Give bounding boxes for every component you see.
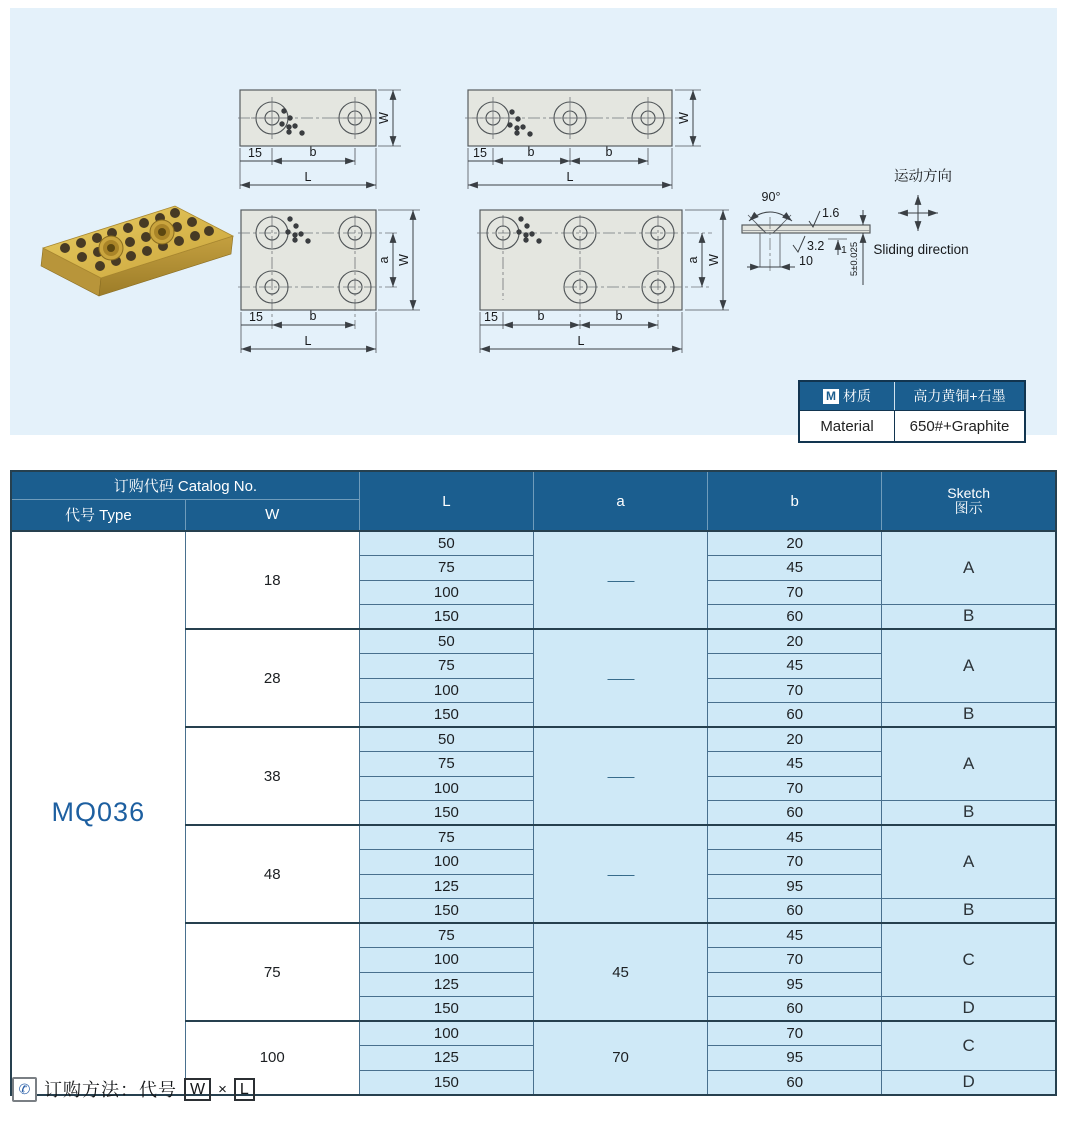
sketch-cell: A	[882, 825, 1056, 898]
screw-hole	[99, 236, 123, 260]
material-header-row	[800, 382, 1024, 410]
col-header-a: a	[533, 471, 707, 531]
b-cell: 60	[708, 898, 882, 923]
a-cell: ——	[533, 825, 707, 923]
catalog-table	[10, 470, 1057, 1096]
dim-label-l: L	[304, 334, 312, 348]
dim-label-edge: 15	[248, 146, 262, 160]
b-cell: 20	[708, 727, 882, 752]
screw-hole	[150, 220, 174, 244]
drawing-2hole-plate	[238, 85, 405, 197]
a-cell: ——	[533, 531, 707, 629]
motion-direction-cn: 运动方向	[894, 169, 952, 185]
col-header-w: W	[185, 499, 359, 531]
catalog-table-body	[11, 531, 1056, 1095]
order-method	[12, 1076, 255, 1102]
dim-label-l: L	[577, 334, 585, 348]
a-cell: ——	[533, 629, 707, 727]
plate-outline	[241, 210, 376, 310]
section-view	[735, 155, 980, 320]
l-cell: 75	[359, 923, 533, 948]
b-cell: 95	[708, 1046, 882, 1070]
a-cell: 45	[533, 923, 707, 1021]
l-cell: 100	[359, 776, 533, 800]
b-cell: 95	[708, 874, 882, 898]
dim-label-a: a	[686, 256, 700, 264]
order-l-box: L	[234, 1078, 255, 1101]
l-cell: 125	[359, 1046, 533, 1070]
sketch-cell: C	[882, 1021, 1056, 1070]
dim-label-w: W	[377, 112, 391, 124]
l-cell: 125	[359, 972, 533, 996]
b-cell: 20	[708, 531, 882, 556]
l-cell: 50	[359, 531, 533, 556]
dim-label-l: L	[304, 170, 312, 184]
roughness-top: 1.6	[822, 206, 840, 220]
table-row	[11, 531, 1056, 556]
a-cell: ——	[533, 727, 707, 825]
l-cell: 100	[359, 580, 533, 604]
a-cell: 70	[533, 1021, 707, 1095]
b-cell: 60	[708, 800, 882, 825]
sketch-cell: B	[882, 604, 1056, 629]
dim-label-edge: 15	[249, 310, 263, 324]
b-cell: 70	[708, 580, 882, 604]
b-cell: 95	[708, 972, 882, 996]
sketch-cell: A	[882, 531, 1056, 604]
b-cell: 45	[708, 752, 882, 776]
drawing-3hole-plate	[465, 85, 705, 197]
diagram-panel	[10, 8, 1057, 435]
b-cell: 45	[708, 825, 882, 850]
catalog-table-header	[11, 471, 1056, 531]
w-cell: 38	[185, 727, 359, 825]
step-dim: 1	[841, 244, 847, 256]
dim-label-l: L	[566, 170, 574, 184]
b-cell: 70	[708, 776, 882, 800]
l-cell: 150	[359, 1070, 533, 1095]
l-cell: 75	[359, 825, 533, 850]
l-cell: 75	[359, 752, 533, 776]
dim-label-b: b	[309, 309, 317, 323]
b-cell: 70	[708, 678, 882, 702]
type-code-cell: MQ036	[11, 531, 185, 1095]
times-sign: ×	[218, 1080, 227, 1098]
b-cell: 20	[708, 629, 882, 654]
dim-label-b: b	[309, 145, 317, 159]
col-header-b: b	[708, 471, 882, 531]
material-label-cn: 材质	[843, 388, 871, 404]
col-header-sketch: Sketch 图示	[882, 471, 1056, 531]
sketch-cell: D	[882, 996, 1056, 1021]
drawing-5hole-plate	[477, 205, 730, 357]
b-cell: 70	[708, 948, 882, 972]
sketch-cell: A	[882, 629, 1056, 702]
sketch-cell: C	[882, 923, 1056, 996]
material-table	[798, 380, 1026, 443]
dim-label-b: b	[527, 145, 535, 159]
material-m-badge: M	[823, 389, 839, 404]
dim-label-a: a	[377, 256, 391, 264]
b-cell: 60	[708, 702, 882, 727]
dim-label-b: b	[615, 309, 623, 323]
sketch-cell: A	[882, 727, 1056, 800]
w-cell: 75	[185, 923, 359, 1021]
b-cell: 45	[708, 654, 882, 678]
plate-outline	[480, 210, 682, 310]
motion-direction-en: Sliding direction	[873, 242, 969, 257]
sketch-cell: B	[882, 702, 1056, 727]
order-w-box: W	[184, 1078, 211, 1101]
material-value-en: 650#+Graphite	[909, 417, 1010, 435]
dim-label-edge: 15	[473, 146, 487, 160]
dim-label-b: b	[605, 145, 613, 159]
dim-label-w: W	[707, 254, 721, 266]
countersink-angle: 90°	[761, 190, 781, 204]
sketch-cell: B	[882, 898, 1056, 923]
l-cell: 150	[359, 898, 533, 923]
col-header-type: 代号 Type	[11, 499, 185, 531]
b-cell: 70	[708, 1021, 882, 1046]
l-cell: 150	[359, 604, 533, 629]
l-cell: 75	[359, 556, 533, 580]
w-cell: 48	[185, 825, 359, 923]
w-cell: 100	[185, 1021, 359, 1095]
l-cell: 75	[359, 654, 533, 678]
w-cell: 28	[185, 629, 359, 727]
product-photo	[25, 190, 245, 320]
svg-defs	[0, 0, 1, 1]
l-cell: 150	[359, 800, 533, 825]
motion-cross-icon	[898, 195, 938, 231]
l-cell: 100	[359, 850, 533, 874]
b-cell: 45	[708, 556, 882, 580]
dim-label-w: W	[677, 112, 691, 124]
material-value-row	[800, 410, 1024, 441]
sketch-cell: D	[882, 1070, 1056, 1095]
l-cell: 50	[359, 629, 533, 654]
phone-icon: ✆	[12, 1077, 37, 1102]
b-cell: 60	[708, 604, 882, 629]
l-cell: 100	[359, 1021, 533, 1046]
l-cell: 100	[359, 948, 533, 972]
drawing-4hole-plate	[238, 205, 428, 357]
roughness-mark	[793, 236, 805, 252]
l-cell: 125	[359, 874, 533, 898]
dim-label-b: b	[537, 309, 545, 323]
b-cell: 60	[708, 996, 882, 1021]
col-header-l: L	[359, 471, 533, 531]
col-header-catalog-no: 订购代码 Catalog No.	[11, 471, 359, 499]
sketch-cell: B	[882, 800, 1056, 825]
l-cell: 50	[359, 727, 533, 752]
countersink-dia: 10	[799, 254, 813, 268]
dim-label-edge: 15	[484, 310, 498, 324]
roughness-bottom: 3.2	[807, 239, 825, 253]
order-method-text: 订购方法：代号	[44, 1080, 177, 1100]
b-cell: 70	[708, 850, 882, 874]
b-cell: 60	[708, 1070, 882, 1095]
thickness-dim: 5±0.025	[849, 241, 860, 277]
b-cell: 45	[708, 923, 882, 948]
w-cell: 18	[185, 531, 359, 629]
l-cell: 150	[359, 996, 533, 1021]
material-label-en: Material	[800, 411, 895, 441]
dim-label-w: W	[397, 254, 411, 266]
l-cell: 150	[359, 702, 533, 727]
l-cell: 100	[359, 678, 533, 702]
material-value-cn: 高力黄铜+石墨	[913, 388, 1006, 404]
